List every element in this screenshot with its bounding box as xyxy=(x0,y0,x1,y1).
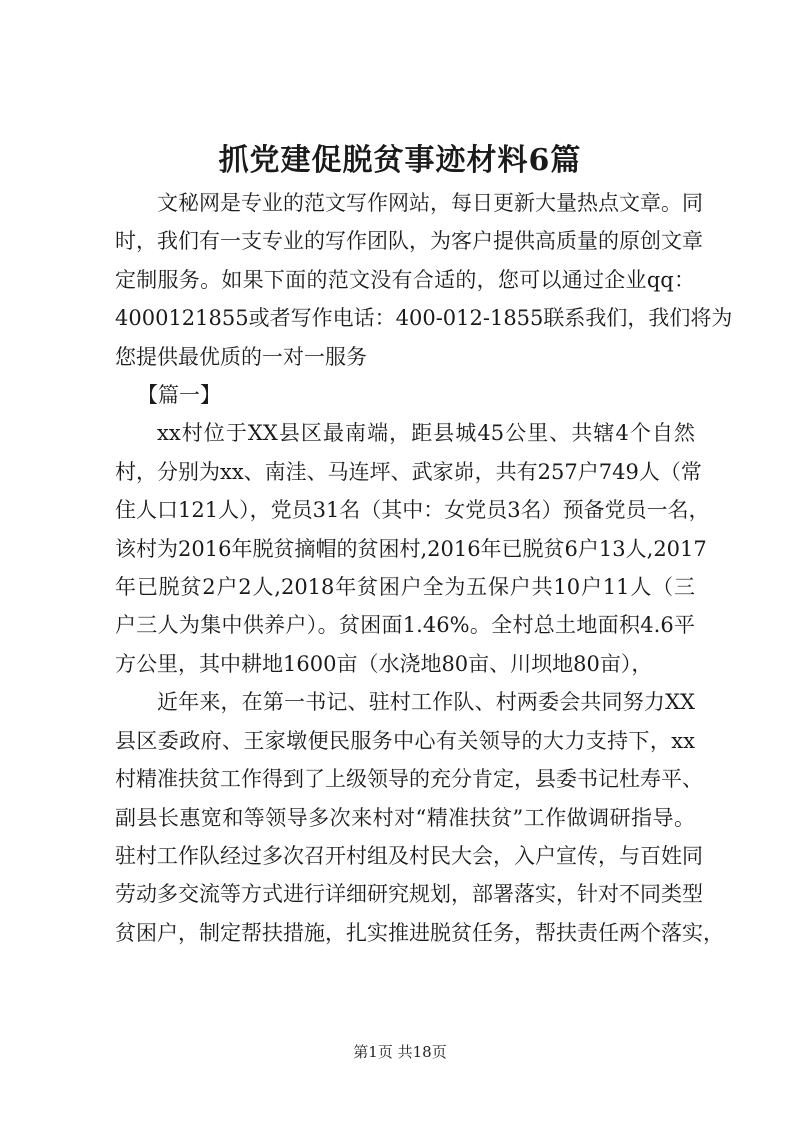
intro-line: 文秘网是专业的范文写作网站，每日更新大量热点文章。同 xyxy=(157,191,703,215)
intro-line: 4000121855或者写作电话：400-012-1855联系我们，我们将为 xyxy=(115,306,733,331)
paragraph-line: 副县长惠宽和等领导多次来村对“精准扶贫”工作做调研指导。 xyxy=(115,805,695,830)
paragraph-line: 户三人为集中供养户）。贫困面1.46%。全村总土地面积4.6平 xyxy=(115,613,695,638)
intro-line: 您提供最优质的一对一服务 xyxy=(115,344,367,369)
intro-paragraph xyxy=(115,184,733,376)
intro-line: 定制服务。如果下面的范文没有合适的，您可以通过企业qq： xyxy=(115,267,695,292)
paragraph-line: 县区委政府、王家墩便民服务中心有关领导的大力支持下，xx xyxy=(115,728,695,753)
paragraph-line: 驻村工作队经过多次召开村组及村民大会，入户宣传，与百姓同 xyxy=(115,843,703,868)
paragraph-line: 村，分别为xx、南洼、马连坪、武家峁，共有257户749人（常 xyxy=(115,459,702,484)
paragraph-line: 该村为2016年脱贫摘帽的贫困村,2016年已脱贫6户13人,2017 xyxy=(115,536,707,561)
document-body xyxy=(115,184,733,952)
paragraph-line: 贫困户，制定帮扶措施，扎实推进脱贫任务，帮扶责任两个落实， xyxy=(115,920,724,945)
page-footer: 第1页 共18页 xyxy=(353,1043,447,1061)
section-heading: 【篇一】 xyxy=(137,383,221,408)
intro-line: 时，我们有一支专业的写作团队，为客户提供高质量的原创文章 xyxy=(115,229,703,254)
paragraph-line: 近年来，在第一书记、驻村工作队、村两委会共同努力XX xyxy=(157,690,695,715)
document-title: 抓党建促脱贫事迹材料6篇 xyxy=(218,143,582,178)
paragraph-line: 住人口121人），党员31名（其中：女党员3名）预备党员一名， xyxy=(115,498,710,523)
paragraph-2 xyxy=(115,683,724,952)
paragraph-line: 村精准扶贫工作得到了上级领导的充分肯定，县委书记杜寿平、 xyxy=(115,767,703,792)
paragraph-line: xx村位于XX县区最南端，距县城45公里、共辖4个自然 xyxy=(157,421,695,446)
paragraph-1 xyxy=(115,414,710,683)
paragraph-line: 年已脱贫2户2人,2018年贫困户全为五保户共10户11人（三 xyxy=(115,575,695,600)
paragraph-line: 劳动多交流等方式进行详细研究规划，部署落实，针对不同类型 xyxy=(115,882,703,907)
paragraph-line: 方公里，其中耕地1600亩（水浇地80亩、川坝地80亩）， xyxy=(115,651,653,676)
